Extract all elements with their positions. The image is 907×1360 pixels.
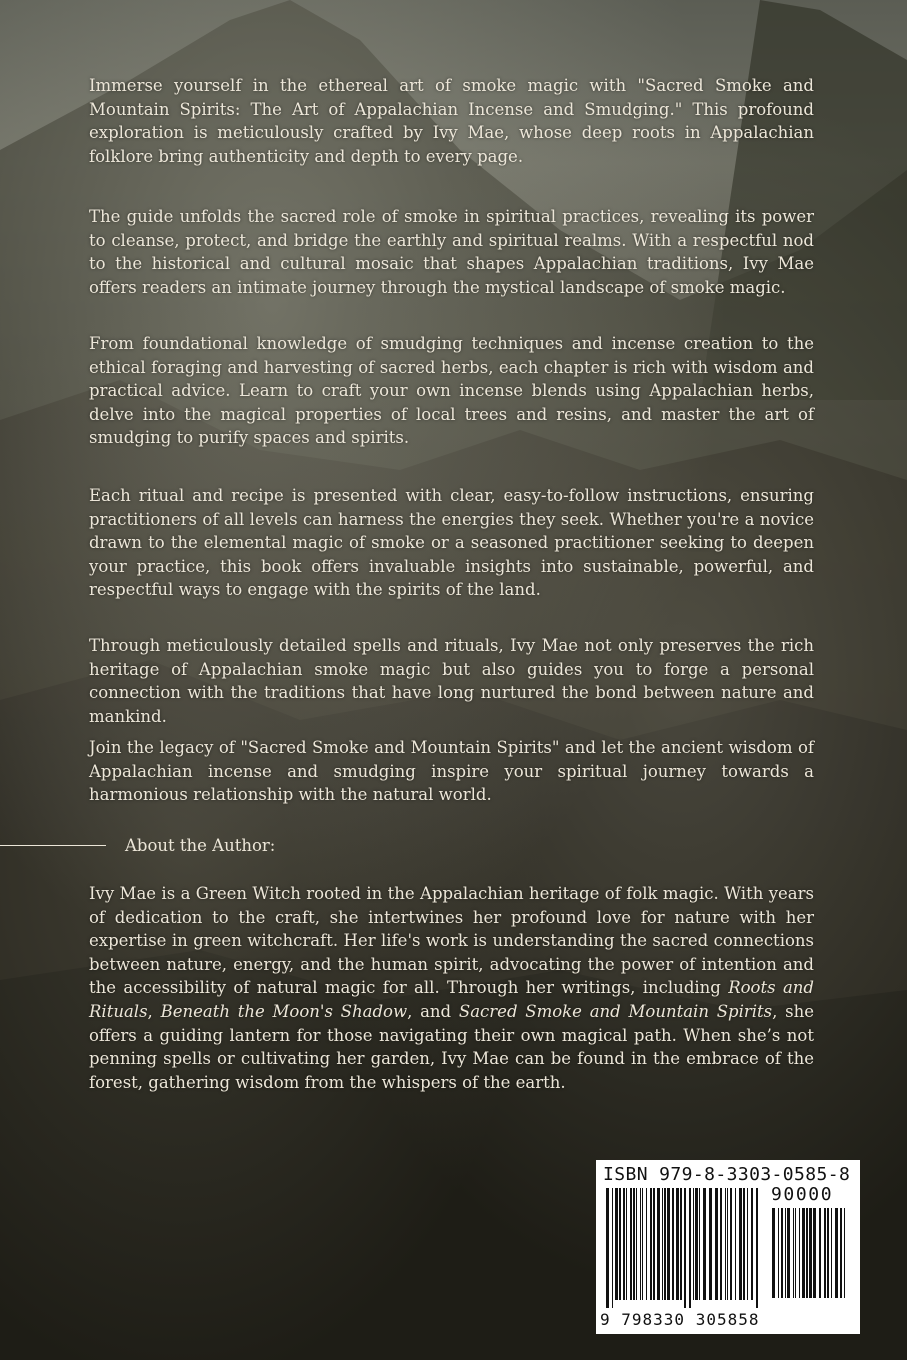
- barcode-bar: [840, 1208, 842, 1298]
- barcode-bar: [785, 1208, 786, 1298]
- description-paragraph-2: The guide unfolds the sacred role of smoke in spiritual practices, revealing its power to cleanse, protect, and bridge the earthly and spiritual realms. With a respectful nod to the historical and cultural mosaic that shapes Appalachian traditions, Ivy Mae offers readers an intimate journey through the mystical landscape of smoke magic.: [89, 207, 814, 297]
- price-addon-code: 90000: [771, 1184, 834, 1205]
- barcode-bar: [633, 1188, 635, 1300]
- isbn-barcode: [596, 1160, 860, 1334]
- barcode-bar: [743, 1188, 745, 1300]
- barcode-bar: [693, 1188, 694, 1300]
- barcode-bar: [653, 1188, 655, 1300]
- barcode-bar: [730, 1188, 732, 1300]
- barcode-bar: [827, 1208, 829, 1298]
- barcode-bar: [615, 1188, 618, 1300]
- barcode-bar: [844, 1208, 845, 1298]
- barcode-bar: [802, 1208, 805, 1298]
- barcode-bar: [642, 1188, 643, 1300]
- description-paragraph-5: Through meticulously detailed spells and rituals, Ivy Mae not only preserves the rich heritage of Appalachian smoke magic but also guides you to forge a personal connection with the traditions that have long nurtured the bond between nature and mankind.: [89, 636, 814, 726]
- barcode-bar: [831, 1208, 832, 1298]
- barcode-bar: [819, 1208, 821, 1298]
- barcode-bar: [672, 1188, 674, 1300]
- bio-separator-1: ,: [147, 1001, 161, 1021]
- barcode-bar: [630, 1188, 632, 1300]
- bio-text-end: , she offers a guiding lantern for those navigating their own magical path. When she’s not penning spells or cultivating her garden, Ivy Mae can be found in the embrace of the forest, gathering wisdom from the whispers of the earth.: [89, 1001, 815, 1092]
- barcode-bar: [778, 1208, 779, 1298]
- barcode-bar: [799, 1208, 800, 1298]
- barcode-bar: [689, 1188, 691, 1308]
- barcode-bar: [623, 1188, 625, 1300]
- barcode-bar: [715, 1188, 718, 1300]
- book-title-roots-and-rituals: Roots and Rituals: [89, 978, 814, 1021]
- ean-barcode-bars: [606, 1188, 761, 1308]
- barcode-bar: [813, 1208, 816, 1298]
- barcode-bar: [720, 1188, 722, 1300]
- barcode-bar: [657, 1188, 660, 1300]
- barcode-bar: [699, 1188, 700, 1300]
- barcode-bar: [756, 1188, 758, 1308]
- barcode-bar: [646, 1188, 647, 1300]
- barcode-bar: [667, 1188, 670, 1300]
- barcode-bar: [735, 1188, 736, 1300]
- addon-barcode-bars: [772, 1208, 848, 1306]
- barcode-bar: [680, 1188, 682, 1300]
- bio-text-start: Ivy Mae is a Green Witch rooted in the Appalachian heritage of folk magic. With years of dedication to the craft, she intertwines her profound love for nature with her expertise in green witchcraft. Her life's work is understanding the sacred connections between nature, energy, and the human spirit, advocating the power of intention and the accessibility of natural magic for all. Through her writings, including: [89, 884, 814, 998]
- barcode-bar: [795, 1208, 796, 1298]
- description-paragraph-6: Join the legacy of "Sacred Smoke and Mountain Spirits" and let the ancient wisdom of Appalachian incense and smudging inspire your spiritual journey towards a harmonious relationship with the natural world.: [89, 738, 814, 805]
- barcode-bar: [695, 1188, 698, 1300]
- barcode-bar: [626, 1188, 627, 1300]
- barcode-bar: [684, 1188, 686, 1308]
- description-paragraph-3: From foundational knowledge of smudging techniques and incense creation to the ethical foraging and harvesting of sacred herbs, each chapter is rich with wisdom and practical advice. Learn to craft your own incense blends using Appalachian herbs, delve into the magical properties of local trees and resins, and master the art of smudging to purify spaces and spirits.: [89, 334, 814, 448]
- about-author-label: About the Author:: [125, 836, 276, 855]
- book-title-beneath-the-moons-shadow: Beneath the Moon's Shadow: [160, 1001, 408, 1021]
- bio-separator-2: , and: [407, 1001, 459, 1021]
- barcode-bar: [676, 1188, 679, 1300]
- barcode-bar: [747, 1188, 748, 1300]
- barcode-bar: [787, 1208, 790, 1298]
- description-paragraph-4: Each ritual and recipe is presented with clear, easy-to-follow instructions, ensuring practitioners of all levels can harness the energies they seek. Whether you're a novice drawn to the elemental magic of smoke or a seasoned practitioner seeking to deepen your practice, this book offers invaluable insights into sustainable, powerful, and respectful ways to engage with the spirits of the land.: [89, 486, 814, 600]
- barcode-bar: [612, 1188, 613, 1308]
- barcode-bar: [772, 1208, 775, 1298]
- barcode-bar: [806, 1208, 808, 1298]
- barcode-bar: [703, 1188, 706, 1300]
- barcode-bar: [664, 1188, 666, 1300]
- barcode-bar: [709, 1188, 712, 1300]
- barcode-bar: [809, 1208, 812, 1298]
- barcode-bar: [751, 1188, 753, 1300]
- barcode-bar: [640, 1188, 641, 1300]
- author-bio: [89, 882, 814, 1094]
- heading-divider: [0, 845, 106, 846]
- book-title-sacred-smoke: Sacred Smoke and Mountain Spirits: [458, 1001, 773, 1021]
- barcode-bar: [739, 1188, 742, 1300]
- barcode-bar: [725, 1188, 726, 1300]
- barcode-bar: [781, 1208, 783, 1298]
- barcode-bar: [650, 1188, 652, 1300]
- barcode-bar: [619, 1188, 621, 1300]
- barcode-bar: [824, 1208, 826, 1298]
- barcode-bar: [835, 1208, 838, 1298]
- barcode-bar: [727, 1188, 728, 1300]
- barcode-bar: [606, 1188, 609, 1308]
- barcode-bar: [662, 1188, 663, 1300]
- about-author-heading: [0, 834, 400, 858]
- barcode-bar: [636, 1188, 637, 1300]
- description-paragraph-1: Immerse yourself in the ethereal art of smoke magic with "Sacred Smoke and Mountain Spirits: The Art of Appalachian Incense and Smudging." This profound exploration is meticulously crafted by Ivy Mae, whose deep roots in Appalachian folklore bring authenticity and depth to every page.: [89, 76, 814, 166]
- ean-number: 9 798330 305858: [600, 1310, 760, 1329]
- barcode-bar: [793, 1208, 794, 1298]
- isbn-number: ISBN 979-8-3303-0585-8: [603, 1164, 851, 1185]
